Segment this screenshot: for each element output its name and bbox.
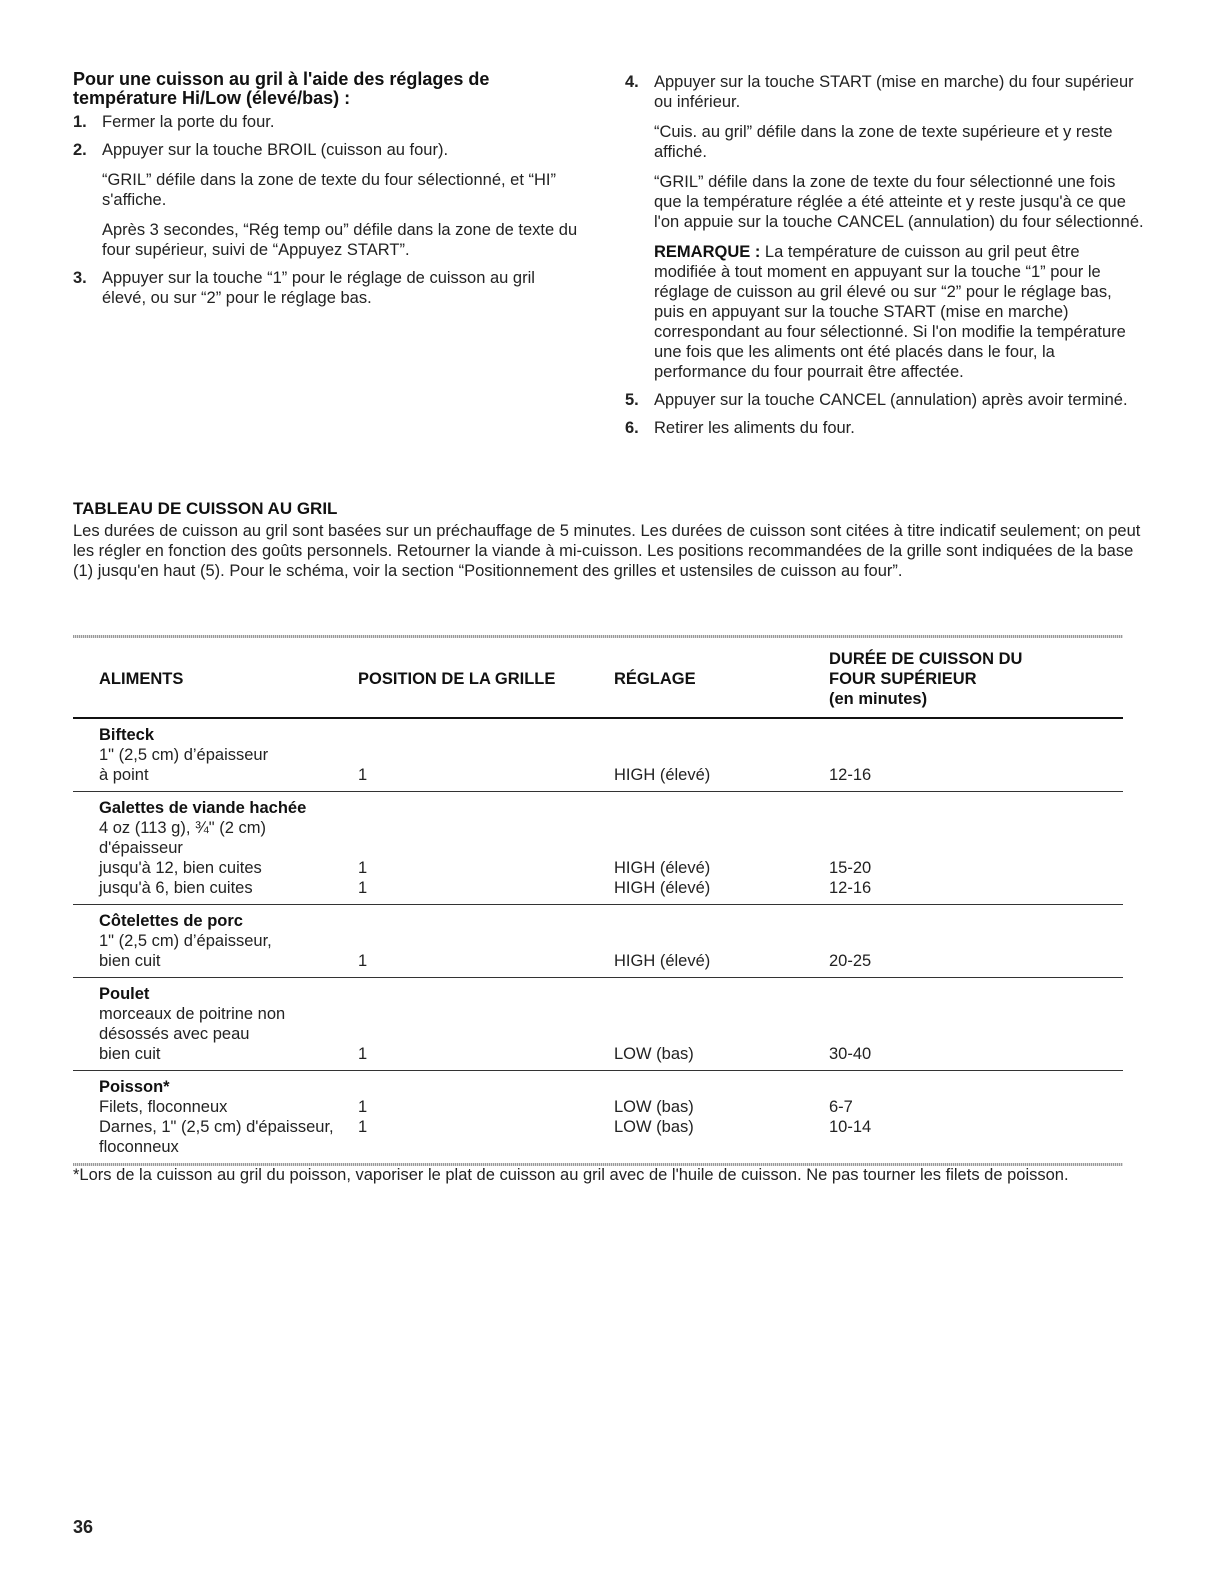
cook-time: 12-16: [829, 766, 872, 784]
rack-position: 1: [358, 859, 368, 877]
food-detail: bien cuit: [99, 1045, 161, 1063]
step-item: [73, 112, 583, 132]
food-name: Galettes de viande hachée: [99, 799, 307, 817]
cook-time: 12-16: [829, 879, 872, 897]
row-line: [73, 1097, 1123, 1117]
header-aliments: ALIMENTS: [99, 670, 184, 688]
step-text: Appuyer sur la touche BROIL (cuisson au four).: [102, 141, 449, 159]
step-text: Fermer la porte du four.: [102, 113, 275, 131]
cook-time: 6-7: [829, 1098, 853, 1116]
food-name-line: [73, 798, 1123, 818]
step-number: 6.: [625, 419, 639, 437]
food-detail: 1" (2,5 cm) d’épaisseur: [99, 746, 269, 764]
header-reglage: RÉGLAGE: [614, 670, 696, 688]
broil-setting: HIGH (élevé): [614, 952, 711, 970]
rack-position: 1: [358, 952, 368, 970]
broil-setting: LOW (bas): [614, 1045, 694, 1063]
broil-setting: HIGH (élevé): [614, 859, 711, 877]
rack-position: [358, 838, 614, 858]
rack-position: 1: [358, 1045, 368, 1063]
rack-position: 1: [358, 879, 368, 897]
step-text: Retirer les aliments du four.: [654, 419, 855, 437]
row-line: [73, 765, 1123, 785]
row-line: [73, 818, 1123, 838]
step-detail: “GRIL” défile dans la zone de texte du four sélectionné, et “HI” s'affiche.: [102, 171, 556, 209]
cook-time: 20-25: [829, 952, 872, 970]
header-duree-line1: DURÉE DE CUISSON DU: [829, 650, 1023, 668]
note-label: REMARQUE :: [654, 243, 761, 261]
step-item: [73, 140, 583, 160]
header-duree: [829, 649, 1022, 709]
step-item: [625, 390, 1145, 410]
table-header: [73, 644, 1123, 714]
cook-time: 30-40: [829, 1045, 872, 1063]
rack-position: 1: [358, 766, 368, 784]
row-line: [73, 858, 1123, 878]
step-number: 3.: [73, 269, 87, 287]
step-text: Appuyer sur la touche CANCEL (annulation) après avoir terminé.: [654, 391, 1128, 409]
broil-setting: [614, 818, 829, 838]
table-row: [73, 791, 1123, 904]
broil-setting: [614, 1024, 829, 1044]
table-row: [73, 1070, 1123, 1163]
food-detail: désossés avec peau: [99, 1025, 250, 1043]
table-row: [73, 904, 1123, 977]
header-duree-line3: (en minutes): [829, 690, 928, 708]
step-item: [625, 418, 1145, 438]
broil-setting: LOW (bas): [614, 1098, 694, 1116]
row-line: [73, 838, 1123, 858]
food-name-line: [73, 911, 1123, 931]
broil-setting: HIGH (élevé): [614, 766, 711, 784]
table-row: [73, 977, 1123, 1070]
section-title: Pour une cuisson au gril à l'aide des réglages de température Hi/Low (élevé/bas) :: [73, 69, 490, 108]
table-title: TABLEAU DE CUISSON AU GRIL: [73, 499, 338, 518]
broil-table: [73, 635, 1123, 1166]
header-position: POSITION DE LA GRILLE: [358, 670, 556, 688]
left-column: [73, 70, 583, 308]
row-line: [73, 951, 1123, 971]
rack-position: 1: [358, 1118, 368, 1136]
rack-position: [358, 1004, 614, 1024]
step-number: 2.: [73, 141, 87, 159]
row-line: [73, 1117, 1123, 1137]
broil-setting: [614, 931, 829, 951]
food-detail: jusqu'à 12, bien cuites: [99, 859, 262, 877]
row-line: [73, 1004, 1123, 1024]
cook-time: 15-20: [829, 859, 872, 877]
rack-position: 1: [358, 1098, 368, 1116]
food-name: Côtelettes de porc: [99, 912, 243, 930]
food-name: Poulet: [99, 985, 150, 1003]
footnote: *Lors de la cuisson au gril du poisson, vaporiser le plat de cuisson au gril avec de l'huile de cuisson. Ne pas tourner les filets de poisson.: [73, 1166, 1069, 1184]
broil-setting: LOW (bas): [614, 1118, 694, 1136]
row-line: [73, 745, 1123, 765]
food-name: Bifteck: [99, 726, 155, 744]
step-detail: Après 3 secondes, “Rég temp ou” défile dans la zone de texte du four supérieur, suivi de “Appuyez START”.: [102, 221, 578, 259]
food-detail: 4 oz (113 g), ¾" (2 cm): [99, 819, 266, 837]
top-rule: [73, 635, 1123, 638]
food-detail: Filets, floconneux: [99, 1098, 228, 1116]
step-number: 4.: [625, 73, 639, 91]
rack-position: [358, 1137, 614, 1157]
row-line: [73, 878, 1123, 898]
food-detail: d'épaisseur: [99, 839, 183, 857]
step-item: [73, 268, 583, 308]
row-line: [73, 1137, 1123, 1157]
broil-setting: [614, 1004, 829, 1024]
food-name-line: [73, 1077, 1123, 1097]
right-column: [625, 68, 1145, 438]
food-detail: bien cuit: [99, 952, 161, 970]
cook-time: 10-14: [829, 1118, 872, 1136]
step-text: Appuyer sur la touche “1” pour le réglage de cuisson au gril élevé, ou sur “2” pour le réglage bas.: [102, 269, 535, 307]
step-item: [625, 72, 1145, 112]
header-duree-line2: FOUR SUPÉRIEUR: [829, 670, 977, 688]
broil-chart-section: [73, 499, 1143, 581]
broil-setting: [614, 838, 829, 858]
step-number: 1.: [73, 113, 87, 131]
step-detail: “GRIL” défile dans la zone de texte du four sélectionné une fois que la température réglée a été atteinte et y reste jusqu'à ce que l'on appuie sur la touche CANCEL (annulation) du four sélectionné.: [654, 173, 1144, 231]
table-intro: Les durées de cuisson au gril sont basées sur un préchauffage de 5 minutes. Les durées de cuisson sont citées à titre indicatif seulement; on peut les régler en fonction des goûts personnels. Retourner la viande à mi-cuisson. Les positions recommandées de la grille sont indiquées de la base (1) jusqu'en haut (5). Pour le schéma, voir la section “Positionnement des grilles et ustensiles de cuisson au four”.: [73, 522, 1141, 580]
food-name-line: [73, 984, 1123, 1004]
step-detail: “Cuis. au gril” défile dans la zone de texte supérieure et y reste affiché.: [654, 123, 1113, 161]
broil-setting: HIGH (élevé): [614, 879, 711, 897]
page-number: 36: [73, 1517, 94, 1537]
step-number: 5.: [625, 391, 639, 409]
rack-position: [358, 818, 614, 838]
note: [654, 242, 1145, 382]
step-text: Appuyer sur la touche START (mise en marche) du four supérieur ou inférieur.: [654, 73, 1134, 111]
food-detail: floconneux: [99, 1138, 179, 1156]
table-row: [73, 717, 1123, 791]
row-line: [73, 931, 1123, 951]
food-name-line: [73, 725, 1123, 745]
food-detail: morceaux de poitrine non: [99, 1005, 286, 1023]
row-line: [73, 1044, 1123, 1064]
broil-setting: [614, 1137, 829, 1157]
food-detail: à point: [99, 766, 149, 784]
row-line: [73, 1024, 1123, 1044]
food-name: Poisson*: [99, 1078, 170, 1096]
rack-position: [358, 931, 614, 951]
broil-setting: [614, 745, 829, 765]
food-detail: Darnes, 1" (2,5 cm) d'épaisseur,: [99, 1118, 334, 1136]
rack-position: [358, 745, 614, 765]
food-detail: jusqu'à 6, bien cuites: [99, 879, 253, 897]
note-text: La température de cuisson au gril peut être modifiée à tout moment en appuyant sur la touche “1” pour le réglage de cuisson au gril élevé ou sur “2” pour le réglage bas, puis en appuyant sur la touche START (mise en marche) correspondant au four sélectionné. Si l'on modifie la température une fois que les aliments ont été placés dans le four, la performance du four pourrait être affectée.: [654, 243, 1126, 381]
rack-position: [358, 1024, 614, 1044]
food-detail: 1" (2,5 cm) d’épaisseur,: [99, 932, 272, 950]
